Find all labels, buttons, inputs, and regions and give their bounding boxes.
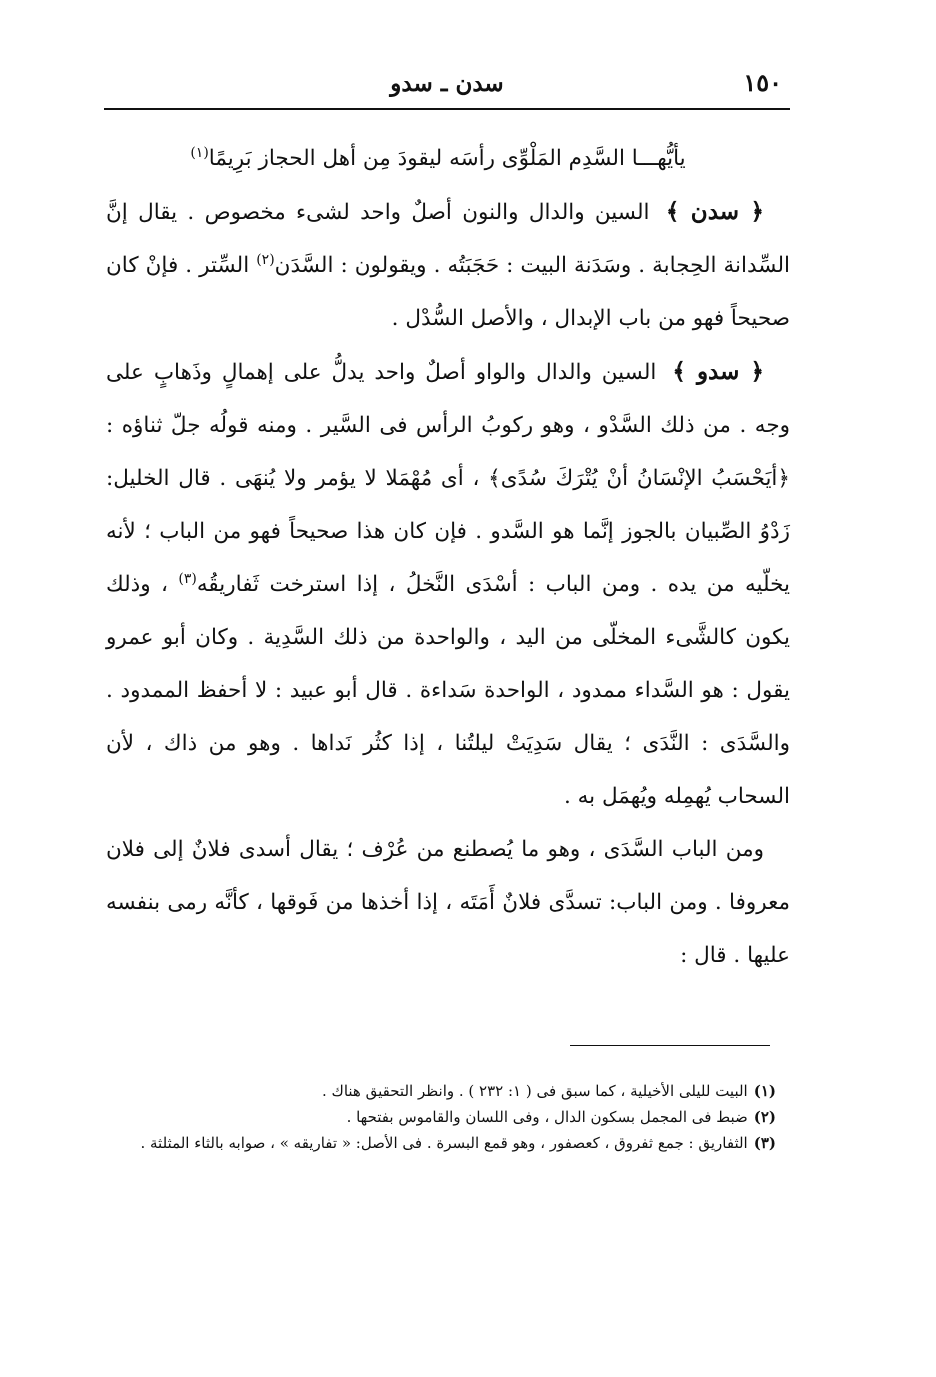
entry-text-sadw-a: السين والدال والواو أصلٌ واحد يدلُّ على إهمالٍ وذَهابٍ على وجه . من ذلك السَّدْو ، وهو ركوبُ الرأس فى السَّير . ومنه قولُه جلّ ثناؤه : ﴿أيَحْسَبُ الإنْسَانُ أنْ يُتْرَكَ سُدًى﴾ ، أى مُهْمَلا لا يؤمر ولا يُنهَى . قال الخليل: زَدْوُ الصِّبيان بالجوز إنَّما هو السَّدو . فإن كان هذا صحيحاً فهو من الباب ؛ لأنه يخلّيه من يده . ومن الباب : أسْدَى النَّخلُ ، إذا استرخت ثَفاريقُه <box>106 360 790 597</box>
footnote-number: (٣) <box>753 1134 776 1152</box>
page-header <box>104 62 790 110</box>
footnote <box>106 1130 776 1156</box>
footnote <box>106 1104 776 1130</box>
paragraph-sada: ومن الباب السَّدَى ، وهو ما يُصطنع من عُرْف ؛ يقال أسدى فلانٌ إلى فلان معروفا . ومن الباب: تسدَّى فلانٌ أَمَتَه ، إذا أخذها من فَوقها ، كأنَّه رمى بنفسه عليها . قال : <box>106 837 790 968</box>
page-body <box>106 132 790 982</box>
running-head: سدن ـ سدو <box>390 70 504 97</box>
footnote <box>106 1078 776 1104</box>
footnote-text: البيت لليلى الأخيلية ، كما سبق فى ( ١: ٢٣٢ ) . وانظر التحقيق هناك . <box>321 1082 748 1100</box>
footnote-ref-2: (٢) <box>256 251 275 268</box>
verse-text: يأيُّهـــا السَّدِم المَلْوِّى رأسَه ليقودَ مِن أهل الحجاز بَرِيمًا <box>208 146 686 171</box>
footnotes <box>106 1078 776 1156</box>
entry-headword-sadan: ﴿ سدن ﴾ <box>665 198 765 225</box>
footnote-text: ضبط فى المجمل بسكون الدال ، وفى اللسان والقاموس بفتحها . <box>346 1108 748 1126</box>
footnote-number: (٢) <box>753 1108 776 1126</box>
footnote-divider <box>570 1045 770 1046</box>
footnote-ref-3: (٣) <box>178 570 197 587</box>
footnote-text: الثفاريق : جمع ثفروق ، كعصفور ، وهو قمع البسرة . فى الأصل: « تفاريقه » ، صوابه بالثاء المثلثة . <box>140 1134 748 1152</box>
footnote-number: (١) <box>753 1082 776 1100</box>
footnote-ref-1: (١) <box>190 144 209 161</box>
entry-text-sadan-b: السِّتر . فإنْ كان صحيحاً فهو من باب الإبدال ، والأصل السُّدْل . <box>106 253 790 331</box>
opening-verse <box>106 132 790 185</box>
entry-sadw <box>106 345 790 823</box>
entry-text-sadw-b: ، وذلك يكون كالشَّىء المخلّى من اليد ، والواحدة من ذلك السَّدِية . وكان أبو عمرو يقول : هو السَّداء ممدود ، الواحدة سَداءة . قال أبو عبيد : لا أحفظ الممدود . والسَّدَى : النَّدَى ؛ يقال سَدِيَتْ ليلتُنا ، إذا كثُر نَداها . وهو من ذاك ، لأن السحاب يُهمِله ويُهمَل به . <box>106 572 790 809</box>
entry-text-sadan-a: السين والدال والنون أصلٌ واحد لشىء مخصوص . يقال إنَّ السِّدانة الحِجابة . وسَدَنة البيت : حَجَبَتُه . ويقولون : السَّدَن <box>106 200 790 278</box>
page-number: ١٥٠ <box>743 68 782 97</box>
entry-sadan <box>106 185 790 345</box>
entry-headword-sadw: ﴿ سدو ﴾ <box>672 358 765 385</box>
